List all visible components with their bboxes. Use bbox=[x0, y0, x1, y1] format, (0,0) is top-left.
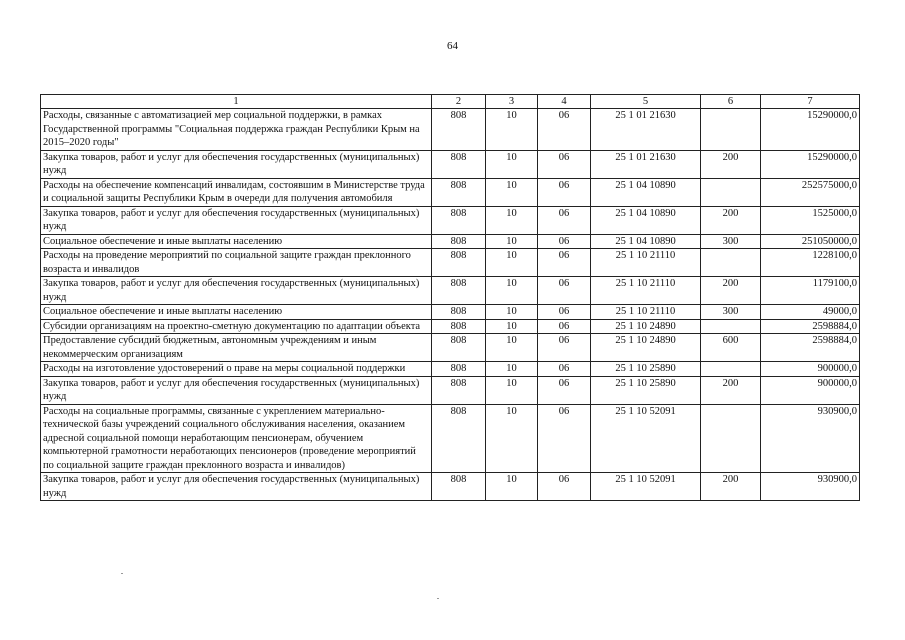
row-csr-cell: 25 1 01 21630 bbox=[591, 109, 701, 151]
row-vr-cell: 200 bbox=[701, 473, 761, 501]
row-gr-cell: 808 bbox=[432, 334, 486, 362]
row-name-cell: Расходы на проведение мероприятий по социальной защите граждан преклонного возраста и инвалидов bbox=[41, 249, 432, 277]
row-gr-cell: 808 bbox=[432, 404, 486, 473]
table-row bbox=[41, 319, 860, 334]
table-row bbox=[41, 362, 860, 377]
row-rz-cell: 10 bbox=[486, 334, 538, 362]
table-row bbox=[41, 206, 860, 234]
row-gr-cell: 808 bbox=[432, 150, 486, 178]
row-rz-cell: 10 bbox=[486, 249, 538, 277]
page-number: 64 bbox=[447, 40, 458, 52]
row-vr-cell: 300 bbox=[701, 234, 761, 249]
row-name-cell: Расходы на социальные программы, связанные с укреплением материально-технической базы учреждений социального обслуживания населения, оказанием адресной социальной помощи неработающим пенсионерам, обучением компьютерной грамотности неработающих пенсионеров (проведение мероприятий по социальной защите граждан преклонного возраста и инвалидов) bbox=[41, 404, 432, 473]
row-name-cell: Закупка товаров, работ и услуг для обеспечения государственных (муниципальных) нужд bbox=[41, 376, 432, 404]
row-rz-cell: 10 bbox=[486, 150, 538, 178]
row-name-cell: Расходы на изготовление удостоверений о праве на меры социальной поддержки bbox=[41, 362, 432, 377]
row-gr-cell: 808 bbox=[432, 109, 486, 151]
row-rz-cell: 10 bbox=[486, 362, 538, 377]
scan-speck bbox=[437, 598, 439, 599]
row-vr-cell: 200 bbox=[701, 150, 761, 178]
row-pr-cell: 06 bbox=[538, 305, 591, 320]
row-gr-cell: 808 bbox=[432, 473, 486, 501]
row-name-cell: Закупка товаров, работ и услуг для обеспечения государственных (муниципальных) нужд bbox=[41, 150, 432, 178]
row-csr-cell: 25 1 10 21110 bbox=[591, 305, 701, 320]
row-csr-cell: 25 1 04 10890 bbox=[591, 234, 701, 249]
row-rz-cell: 10 bbox=[486, 473, 538, 501]
column-header-sum: 7 bbox=[761, 95, 860, 109]
row-name-cell: Расходы на обеспечение компенсаций инвалидам, состоявшим в Министерстве труда и социальной защиты Республики Крым в очереди для получения автомобиля bbox=[41, 178, 432, 206]
row-gr-cell: 808 bbox=[432, 277, 486, 305]
row-rz-cell: 10 bbox=[486, 277, 538, 305]
table-row bbox=[41, 305, 860, 320]
table-row bbox=[41, 473, 860, 501]
row-pr-cell: 06 bbox=[538, 234, 591, 249]
row-sum-cell: 1228100,0 bbox=[761, 249, 860, 277]
table-row bbox=[41, 178, 860, 206]
row-pr-cell: 06 bbox=[538, 319, 591, 334]
row-pr-cell: 06 bbox=[538, 376, 591, 404]
row-gr-cell: 808 bbox=[432, 319, 486, 334]
row-pr-cell: 06 bbox=[538, 249, 591, 277]
row-sum-cell: 1525000,0 bbox=[761, 206, 860, 234]
row-gr-cell: 808 bbox=[432, 376, 486, 404]
row-vr-cell bbox=[701, 404, 761, 473]
row-vr-cell: 300 bbox=[701, 305, 761, 320]
table-row bbox=[41, 234, 860, 249]
row-gr-cell: 808 bbox=[432, 178, 486, 206]
row-name-cell: Закупка товаров, работ и услуг для обеспечения государственных (муниципальных) нужд bbox=[41, 473, 432, 501]
row-rz-cell: 10 bbox=[486, 376, 538, 404]
row-sum-cell: 1179100,0 bbox=[761, 277, 860, 305]
row-sum-cell: 2598884,0 bbox=[761, 319, 860, 334]
row-pr-cell: 06 bbox=[538, 206, 591, 234]
row-csr-cell: 25 1 10 52091 bbox=[591, 404, 701, 473]
row-gr-cell: 808 bbox=[432, 362, 486, 377]
row-name-cell: Предоставление субсидий бюджетным, автономным учреждениям и иным некоммерческим организациям bbox=[41, 334, 432, 362]
row-rz-cell: 10 bbox=[486, 404, 538, 473]
row-csr-cell: 25 1 10 24890 bbox=[591, 334, 701, 362]
row-vr-cell: 200 bbox=[701, 206, 761, 234]
row-rz-cell: 10 bbox=[486, 305, 538, 320]
table-row bbox=[41, 376, 860, 404]
column-header-pr: 4 bbox=[538, 95, 591, 109]
row-sum-cell: 251050000,0 bbox=[761, 234, 860, 249]
row-vr-cell: 200 bbox=[701, 277, 761, 305]
table-row bbox=[41, 249, 860, 277]
row-name-cell: Социальное обеспечение и иные выплаты населению bbox=[41, 234, 432, 249]
row-rz-cell: 10 bbox=[486, 319, 538, 334]
row-csr-cell: 25 1 04 10890 bbox=[591, 178, 701, 206]
row-gr-cell: 808 bbox=[432, 249, 486, 277]
row-rz-cell: 10 bbox=[486, 109, 538, 151]
row-pr-cell: 06 bbox=[538, 334, 591, 362]
budget-table bbox=[40, 94, 860, 501]
row-vr-cell bbox=[701, 109, 761, 151]
row-gr-cell: 808 bbox=[432, 206, 486, 234]
row-sum-cell: 252575000,0 bbox=[761, 178, 860, 206]
row-pr-cell: 06 bbox=[538, 109, 591, 151]
row-pr-cell: 06 bbox=[538, 404, 591, 473]
row-csr-cell: 25 1 10 25890 bbox=[591, 362, 701, 377]
row-sum-cell: 930900,0 bbox=[761, 473, 860, 501]
row-csr-cell: 25 1 10 21110 bbox=[591, 249, 701, 277]
row-name-cell: Закупка товаров, работ и услуг для обеспечения государственных (муниципальных) нужд bbox=[41, 206, 432, 234]
row-csr-cell: 25 1 10 25890 bbox=[591, 376, 701, 404]
column-header-csr: 5 bbox=[591, 95, 701, 109]
row-pr-cell: 06 bbox=[538, 473, 591, 501]
row-csr-cell: 25 1 01 21630 bbox=[591, 150, 701, 178]
row-sum-cell: 900000,0 bbox=[761, 362, 860, 377]
row-vr-cell bbox=[701, 362, 761, 377]
row-sum-cell: 900000,0 bbox=[761, 376, 860, 404]
column-header-vr: 6 bbox=[701, 95, 761, 109]
row-pr-cell: 06 bbox=[538, 150, 591, 178]
row-sum-cell: 930900,0 bbox=[761, 404, 860, 473]
row-name-cell: Закупка товаров, работ и услуг для обеспечения государственных (муниципальных) нужд bbox=[41, 277, 432, 305]
scan-speck bbox=[121, 573, 123, 574]
column-header-gr: 2 bbox=[432, 95, 486, 109]
row-pr-cell: 06 bbox=[538, 362, 591, 377]
row-vr-cell bbox=[701, 249, 761, 277]
row-sum-cell: 2598884,0 bbox=[761, 334, 860, 362]
column-header-name: 1 bbox=[41, 95, 432, 109]
row-name-cell: Расходы, связанные с автоматизацией мер социальной поддержки, в рамках Государственной программы "Социальная поддержка граждан Республики Крым на 2015–2020 годы" bbox=[41, 109, 432, 151]
row-csr-cell: 25 1 10 21110 bbox=[591, 277, 701, 305]
row-rz-cell: 10 bbox=[486, 178, 538, 206]
column-number-row bbox=[41, 95, 860, 109]
row-gr-cell: 808 bbox=[432, 305, 486, 320]
row-sum-cell: 15290000,0 bbox=[761, 150, 860, 178]
table-row bbox=[41, 277, 860, 305]
row-rz-cell: 10 bbox=[486, 206, 538, 234]
row-rz-cell: 10 bbox=[486, 234, 538, 249]
table-row bbox=[41, 334, 860, 362]
row-gr-cell: 808 bbox=[432, 234, 486, 249]
row-pr-cell: 06 bbox=[538, 277, 591, 305]
row-sum-cell: 15290000,0 bbox=[761, 109, 860, 151]
row-sum-cell: 49000,0 bbox=[761, 305, 860, 320]
row-csr-cell: 25 1 10 24890 bbox=[591, 319, 701, 334]
row-csr-cell: 25 1 04 10890 bbox=[591, 206, 701, 234]
table-row bbox=[41, 404, 860, 473]
row-vr-cell bbox=[701, 178, 761, 206]
row-vr-cell: 200 bbox=[701, 376, 761, 404]
table-row bbox=[41, 150, 860, 178]
row-name-cell: Социальное обеспечение и иные выплаты населению bbox=[41, 305, 432, 320]
column-header-rz: 3 bbox=[486, 95, 538, 109]
row-vr-cell bbox=[701, 319, 761, 334]
row-csr-cell: 25 1 10 52091 bbox=[591, 473, 701, 501]
row-pr-cell: 06 bbox=[538, 178, 591, 206]
row-vr-cell: 600 bbox=[701, 334, 761, 362]
row-name-cell: Субсидии организациям на проектно-сметную документацию по адаптации объекта bbox=[41, 319, 432, 334]
table-row bbox=[41, 109, 860, 151]
